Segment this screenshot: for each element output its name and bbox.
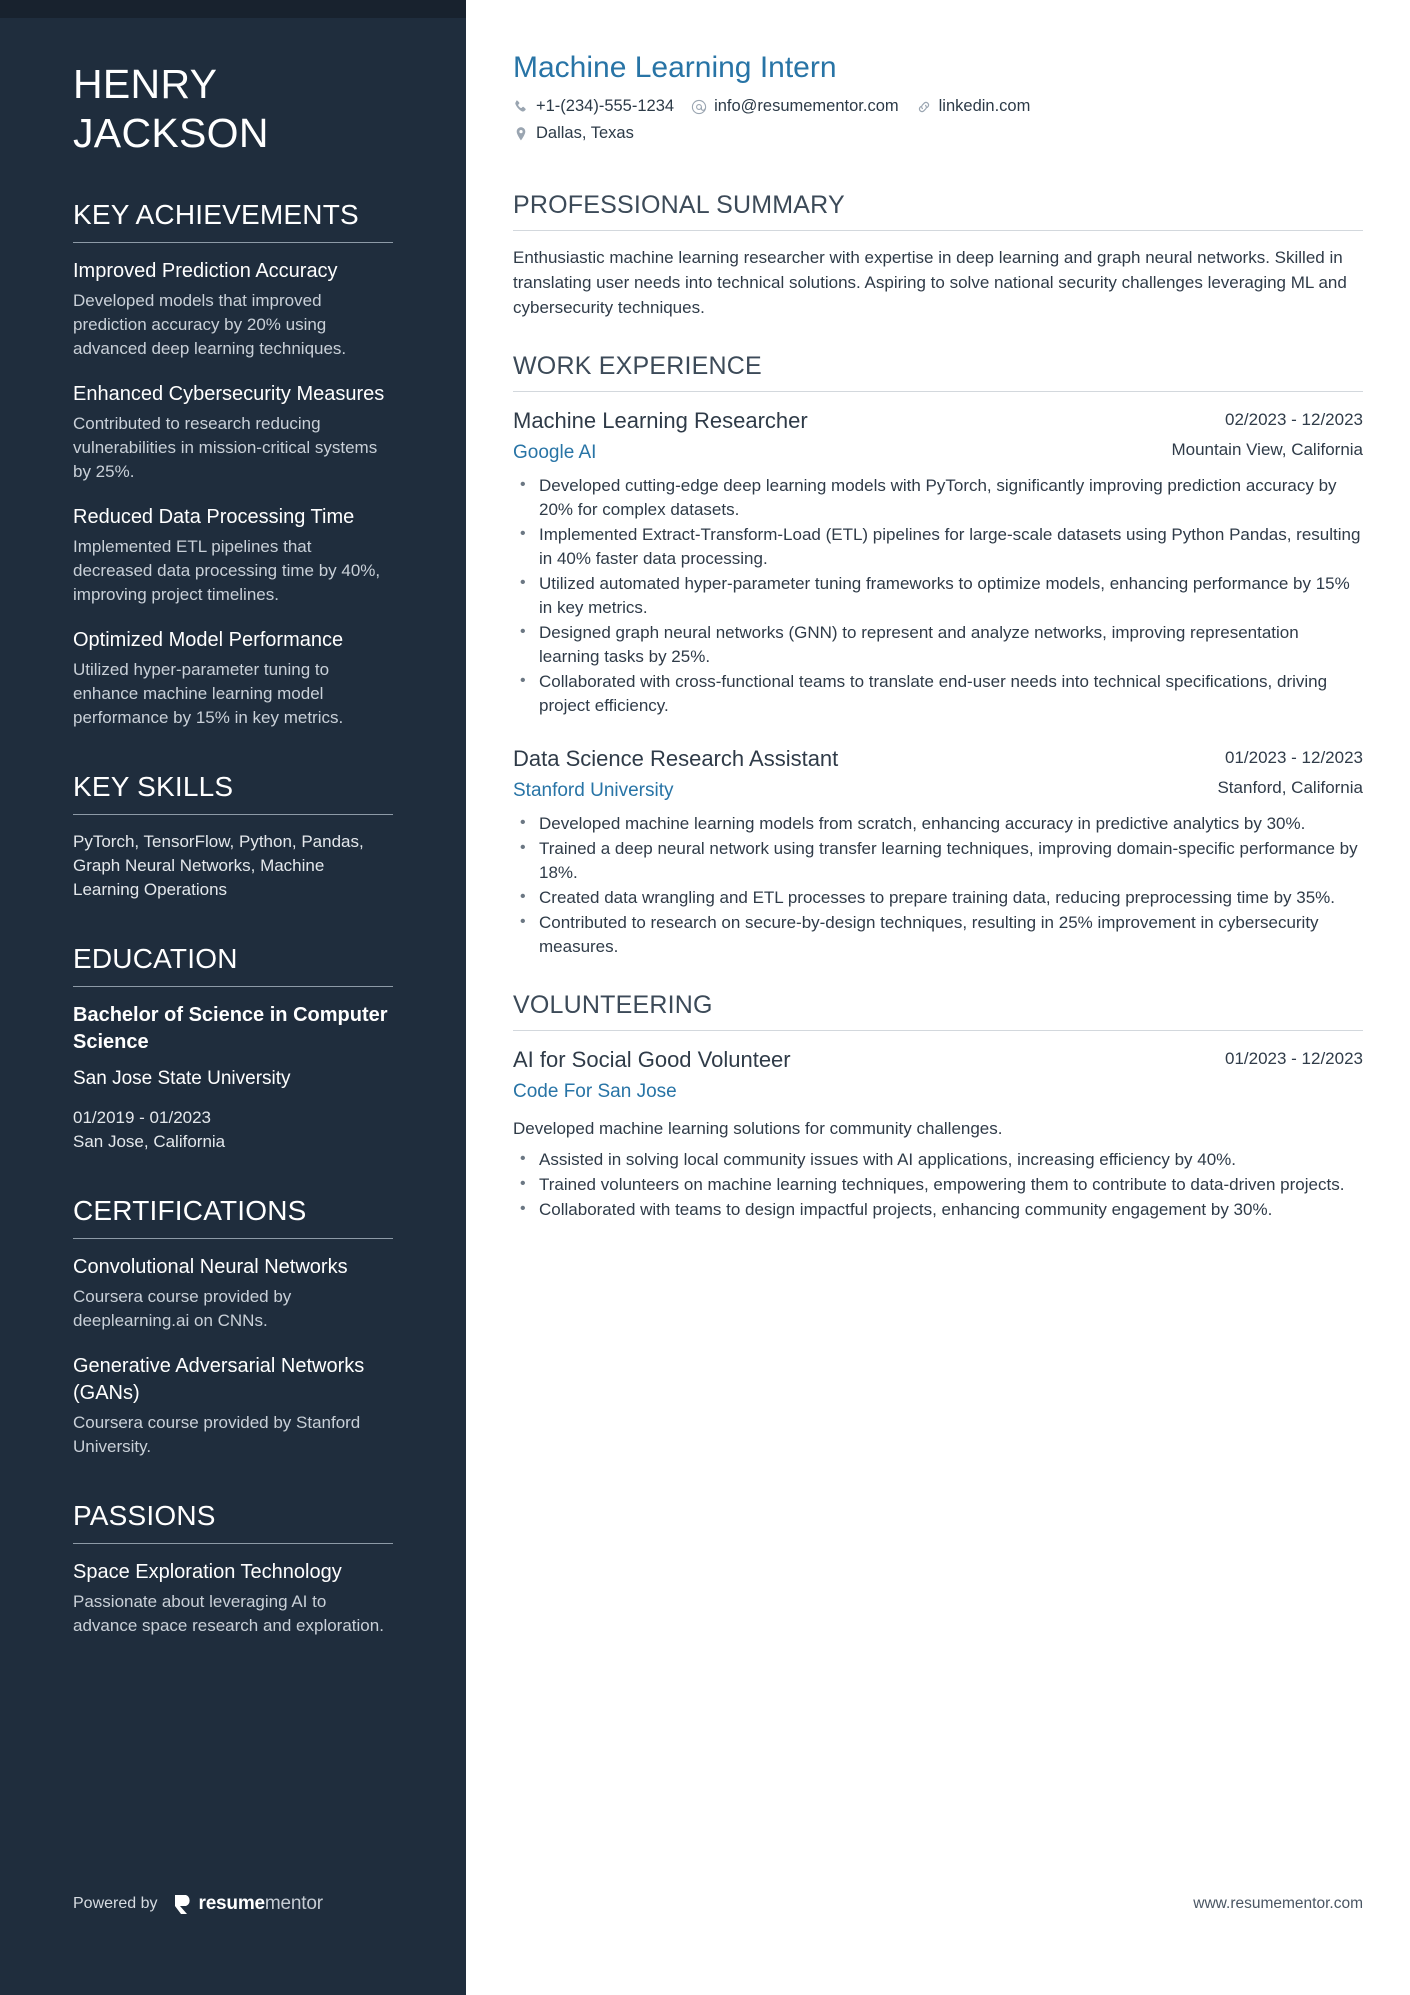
work-entry (513, 406, 1363, 718)
achievement-title: Improved Prediction Accuracy (73, 260, 338, 282)
contact-email[interactable] (691, 95, 899, 118)
section-certifications (73, 1194, 393, 1459)
achievement-desc: Developed models that improved prediction accuracy by 20% using advanced deep learning techniques. (73, 291, 347, 358)
work-entry-header (513, 744, 1363, 805)
section-heading-passions: PASSIONS (73, 1500, 216, 1531)
work-dates: 02/2023 - 12/2023 (1224, 410, 1363, 429)
work-entry-identity (513, 406, 1151, 467)
bullet: • Trained volunteers on machine learning techniques, empowering them to contribute to data-driven projects. (513, 1173, 1363, 1197)
volunteering-entry (513, 1045, 1363, 1222)
powered-by-label: Powered by (73, 1895, 158, 1912)
contact-row-primary (513, 95, 1363, 118)
education-dates: 01/2019 - 01/2023 (73, 1108, 212, 1127)
sidebar (0, 0, 466, 1995)
contact-location (513, 122, 634, 145)
achievement-title: Reduced Data Processing Time (73, 506, 355, 528)
logo-light-part: mentor (264, 1893, 323, 1914)
resumementor-mark-icon (174, 1894, 193, 1915)
bullet: • Designed graph neural networks (GNN) to represent and analyze networks, improving representation learning tasks by 25%. (513, 621, 1363, 669)
phone-icon (513, 99, 529, 115)
contact-email-text: info@resumementor.com (714, 97, 899, 115)
bullet: • Developed cutting-edge deep learning models with PyTorch, significantly improving prediction accuracy by 20% for complex datasets. (513, 474, 1363, 522)
bullet: • Developed machine learning models from scratch, enhancing accuracy in predictive analytics by 30%. (513, 812, 1363, 836)
sidebar-top-accent-bar (0, 0, 466, 18)
volunteering-entry-meta (1225, 1045, 1363, 1073)
work-entry-identity (513, 744, 1197, 805)
resumementor-wordmark (199, 1893, 323, 1915)
main-content (466, 0, 1410, 1995)
link-icon (916, 99, 932, 115)
location-icon (513, 126, 529, 142)
work-entry (513, 744, 1363, 959)
key-skills-list: PyTorch, TensorFlow, Python, Pandas, Graph Neural Networks, Machine Learning Operations (73, 832, 364, 899)
divider (513, 391, 1363, 392)
section-heading-key-skills: KEY SKILLS (73, 771, 234, 802)
volunteering-entry-header (513, 1045, 1363, 1106)
achievement-title: Enhanced Cybersecurity Measures (73, 383, 385, 405)
section-professional-summary (513, 189, 1363, 320)
education-location: San Jose, California (73, 1132, 226, 1151)
achievement-title: Optimized Model Performance (73, 629, 344, 651)
achievement-item (73, 381, 393, 484)
footer-website-url: www.resumementor.com (1193, 1895, 1363, 1912)
section-volunteering (513, 989, 1363, 1222)
professional-summary-text: Enthusiastic machine learning researcher with expertise in deep learning and graph neural networks. Skilled in translating user needs into technical solutions. Aspiring to solve national security challenges leveraging ML and cybersecurity techniques. (513, 248, 1347, 317)
section-heading-education: EDUCATION (73, 943, 238, 974)
work-role: Machine Learning Researcher (513, 408, 808, 433)
contact-link-text: linkedin.com (938, 97, 1031, 115)
divider (73, 986, 393, 987)
achievement-item (73, 258, 393, 361)
divider (73, 814, 393, 815)
section-heading-volunteering: VOLUNTEERING (513, 991, 713, 1019)
work-bullets (513, 474, 1363, 718)
sidebar-footer (73, 1893, 323, 1915)
divider (73, 1238, 393, 1239)
work-entry-header (513, 406, 1363, 467)
passion-desc: Passionate about leveraging AI to advance space research and exploration. (73, 1592, 384, 1635)
bullet: • Implemented Extract-Transform-Load (ETL) pipelines for large-scale datasets using Python Pandas, resulting in 40% faster data processing. (513, 523, 1363, 571)
section-passions (73, 1499, 393, 1638)
contact-phone[interactable] (513, 95, 674, 118)
certification-item (73, 1353, 393, 1459)
name-first: HENRY (73, 61, 218, 107)
divider (73, 1543, 393, 1544)
achievement-desc: Contributed to research reducing vulnerabilities in mission-critical systems by 25%. (73, 414, 378, 481)
contact-info (513, 95, 1363, 145)
education-degree: Bachelor of Science in Computer Science (73, 1004, 388, 1053)
target-job-title: Machine Learning Intern (513, 51, 837, 84)
certification-desc: Coursera course provided by Stanford University. (73, 1413, 361, 1456)
work-location: Stanford, California (1217, 778, 1363, 797)
logo-bold-part: resume (198, 1893, 265, 1914)
section-heading-professional-summary: PROFESSIONAL SUMMARY (513, 191, 845, 219)
section-heading-work-experience: WORK EXPERIENCE (513, 352, 762, 380)
work-org[interactable]: Stanford University (513, 780, 674, 801)
volunteering-org[interactable]: Code For San Jose (513, 1081, 677, 1102)
volunteering-intro: Developed machine learning solutions for community challenges. (513, 1119, 1003, 1138)
section-education (73, 942, 393, 1154)
achievement-item (73, 504, 393, 607)
section-heading-certifications: CERTIFICATIONS (73, 1195, 307, 1226)
divider (513, 1030, 1363, 1031)
resumementor-logo (174, 1893, 323, 1915)
section-key-skills (73, 770, 393, 902)
volunteering-bullets (513, 1148, 1363, 1222)
achievement-item (73, 627, 393, 730)
work-dates: 01/2023 - 12/2023 (1224, 748, 1363, 767)
work-bullets (513, 812, 1363, 959)
divider (513, 230, 1363, 231)
volunteering-role: AI for Social Good Volunteer (513, 1047, 791, 1072)
certification-title: Generative Adversarial Networks (GANs) (73, 1355, 365, 1404)
achievement-desc: Implemented ETL pipelines that decreased data processing time by 40%, improving project timelines. (73, 537, 381, 604)
bullet: • Created data wrangling and ETL processes to prepare training data, reducing preprocessing time by 35%. (513, 886, 1363, 910)
passion-item (73, 1559, 393, 1638)
work-org[interactable]: Google AI (513, 442, 597, 463)
section-work-experience (513, 350, 1363, 959)
bullet: • Utilized automated hyper-parameter tuning frameworks to optimize models, enhancing performance by 15% in key metrics. (513, 572, 1363, 620)
bullet: • Assisted in solving local community issues with AI applications, increasing efficiency by 40%. (513, 1148, 1363, 1172)
certification-desc: Coursera course provided by deeplearning.ai on CNNs. (73, 1287, 292, 1330)
bullet: • Collaborated with cross-functional teams to translate end-user needs into technical specifications, driving project efficiency. (513, 670, 1363, 718)
work-role: Data Science Research Assistant (513, 746, 839, 771)
candidate-name (73, 0, 393, 158)
bullet: • Contributed to research on secure-by-design techniques, resulting in 25% improvement in cybersecurity measures. (513, 911, 1363, 959)
contact-row-secondary (513, 122, 1363, 145)
work-entry-meta (1171, 406, 1363, 461)
certification-item (73, 1254, 393, 1333)
email-icon (691, 99, 707, 115)
certification-title: Convolutional Neural Networks (73, 1256, 348, 1278)
contact-phone-text: +1-(234)-555-1234 (536, 97, 675, 115)
bullet: • Trained a deep neural network using transfer learning techniques, improving domain-specific performance by 18%. (513, 837, 1363, 885)
contact-link[interactable] (916, 95, 1031, 118)
achievement-desc: Utilized hyper-parameter tuning to enhance machine learning model performance by 15% in key metrics. (73, 660, 344, 727)
volunteering-entry-identity (513, 1045, 1205, 1106)
section-heading-key-achievements: KEY ACHIEVEMENTS (73, 199, 359, 230)
section-key-achievements (73, 198, 393, 730)
passion-title: Space Exploration Technology (73, 1561, 342, 1583)
work-entry-meta (1217, 744, 1363, 799)
name-last: JACKSON (73, 110, 269, 156)
bullet: • Collaborated with teams to design impactful projects, enhancing community engagement by 30%. (513, 1198, 1363, 1222)
volunteering-dates: 01/2023 - 12/2023 (1224, 1049, 1363, 1068)
work-location: Mountain View, California (1171, 440, 1363, 459)
contact-location-text: Dallas, Texas (536, 124, 634, 142)
divider (73, 242, 393, 243)
education-school: San Jose State University (73, 1068, 291, 1089)
